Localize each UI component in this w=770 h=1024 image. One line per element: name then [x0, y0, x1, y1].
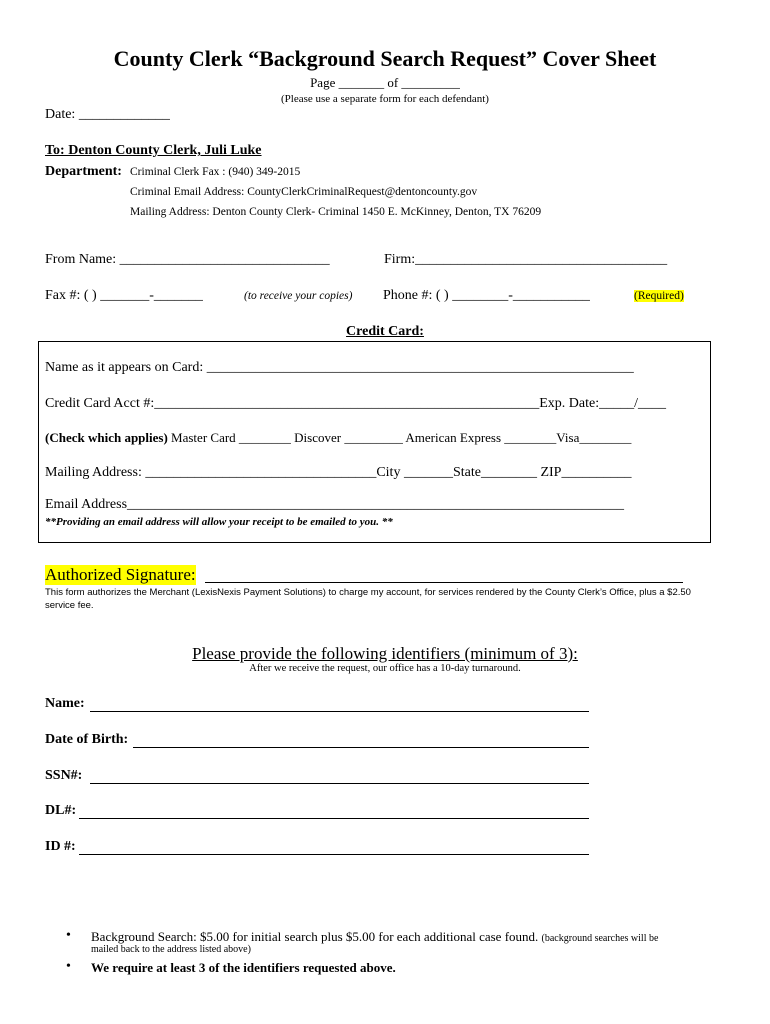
identifier-name-label: Name: — [45, 696, 85, 711]
identifier-requirement-note: We require at least 3 of the identifiers requested above. — [91, 960, 396, 975]
email-address-field[interactable]: Email Address_______________________________________________________________________ — [45, 497, 625, 512]
fee-note-continued: mailed back to the address listed above) — [91, 944, 251, 955]
signature-line[interactable] — [205, 563, 683, 583]
phone-field[interactable]: Phone #: ( ) ________-___________ — [383, 288, 590, 303]
recipient-heading: To: Denton County Clerk, Juli Luke — [45, 143, 262, 158]
card-type-options[interactable]: Master Card ________ Discover _________ American Express ________Visa________ — [167, 430, 632, 445]
identifier-dl-label: DL#: — [45, 803, 77, 818]
department-fax: Criminal Clerk Fax : (940) 349-2015 — [130, 166, 301, 178]
authorized-signature-label: Authorized Signature: — [45, 565, 196, 584]
date-field[interactable]: Date: _____________ — [45, 107, 170, 122]
identifier-id-line[interactable] — [79, 840, 589, 855]
fee-note — [91, 929, 658, 945]
department-mailing-address: Mailing Address: Denton County Clerk- Criminal 1450 E. McKinney, Denton, TX 76209 — [130, 206, 542, 218]
page-count-line: Page _______ of _________ — [310, 75, 460, 90]
identifier-name-line[interactable] — [90, 697, 589, 712]
fee-note-main: Background Search: $5.00 for initial search plus $5.00 for each additional case found. — [91, 929, 539, 944]
bullet-icon: • — [66, 928, 71, 943]
phone-required-badge: (Required) — [634, 290, 684, 302]
fax-note: (to receive your copies) — [244, 290, 353, 302]
authorization-text: This form authorizes the Merchant (LexisNexis Payment Solutions) to charge my account, for services rendered by the County Clerk’s Office, plus a $2.50 service fee. — [45, 587, 691, 611]
turnaround-note: After we receive the request, our office has a 10-day turnaround. — [249, 663, 521, 674]
firm-field[interactable]: Firm:____________________________________ — [384, 252, 668, 267]
department-label: Department: — [45, 164, 122, 179]
page-title: County Clerk “Background Search Request” Cover Sheet — [113, 46, 657, 71]
department-email: Criminal Email Address: CountyClerkCriminalRequest@dentoncounty.gov — [130, 186, 478, 198]
identifier-id-label: ID #: — [45, 839, 76, 854]
bullet-icon: • — [66, 959, 71, 974]
identifier-dl-line[interactable] — [79, 804, 589, 819]
fax-field[interactable]: Fax #: ( ) _______-_______ — [45, 288, 203, 303]
credit-card-heading: Credit Card: — [346, 324, 424, 339]
card-type-row — [45, 430, 631, 446]
card-account-field[interactable]: Credit Card Acct #:_______________________________________________________Exp. Date:_____/____ — [45, 396, 667, 411]
identifier-ssn-label: SSN#: — [45, 768, 83, 783]
identifiers-heading-text: Please provide the following identifiers (minimum of 3): — [192, 644, 578, 663]
identifier-ssn-line[interactable] — [90, 769, 589, 784]
separate-form-note: (Please use a separate form for each defendant) — [281, 93, 489, 105]
email-receipt-note: **Providing an email address will allow your receipt to be emailed to you. ** — [45, 516, 393, 528]
card-type-label: (Check which applies) — [45, 430, 168, 445]
fee-note-small: (background searches will be — [541, 933, 659, 944]
identifiers-heading — [0, 644, 770, 664]
name-on-card-field[interactable]: Name as it appears on Card: _____________________________________________________________ — [45, 360, 634, 375]
card-mailing-address-field[interactable]: Mailing Address: _________________________________City _______State________ ZIP__________ — [45, 465, 632, 480]
identifier-dob-label: Date of Birth: — [45, 732, 129, 747]
identifier-dob-line[interactable] — [133, 733, 589, 748]
from-name-field[interactable]: From Name: ______________________________ — [45, 252, 330, 267]
